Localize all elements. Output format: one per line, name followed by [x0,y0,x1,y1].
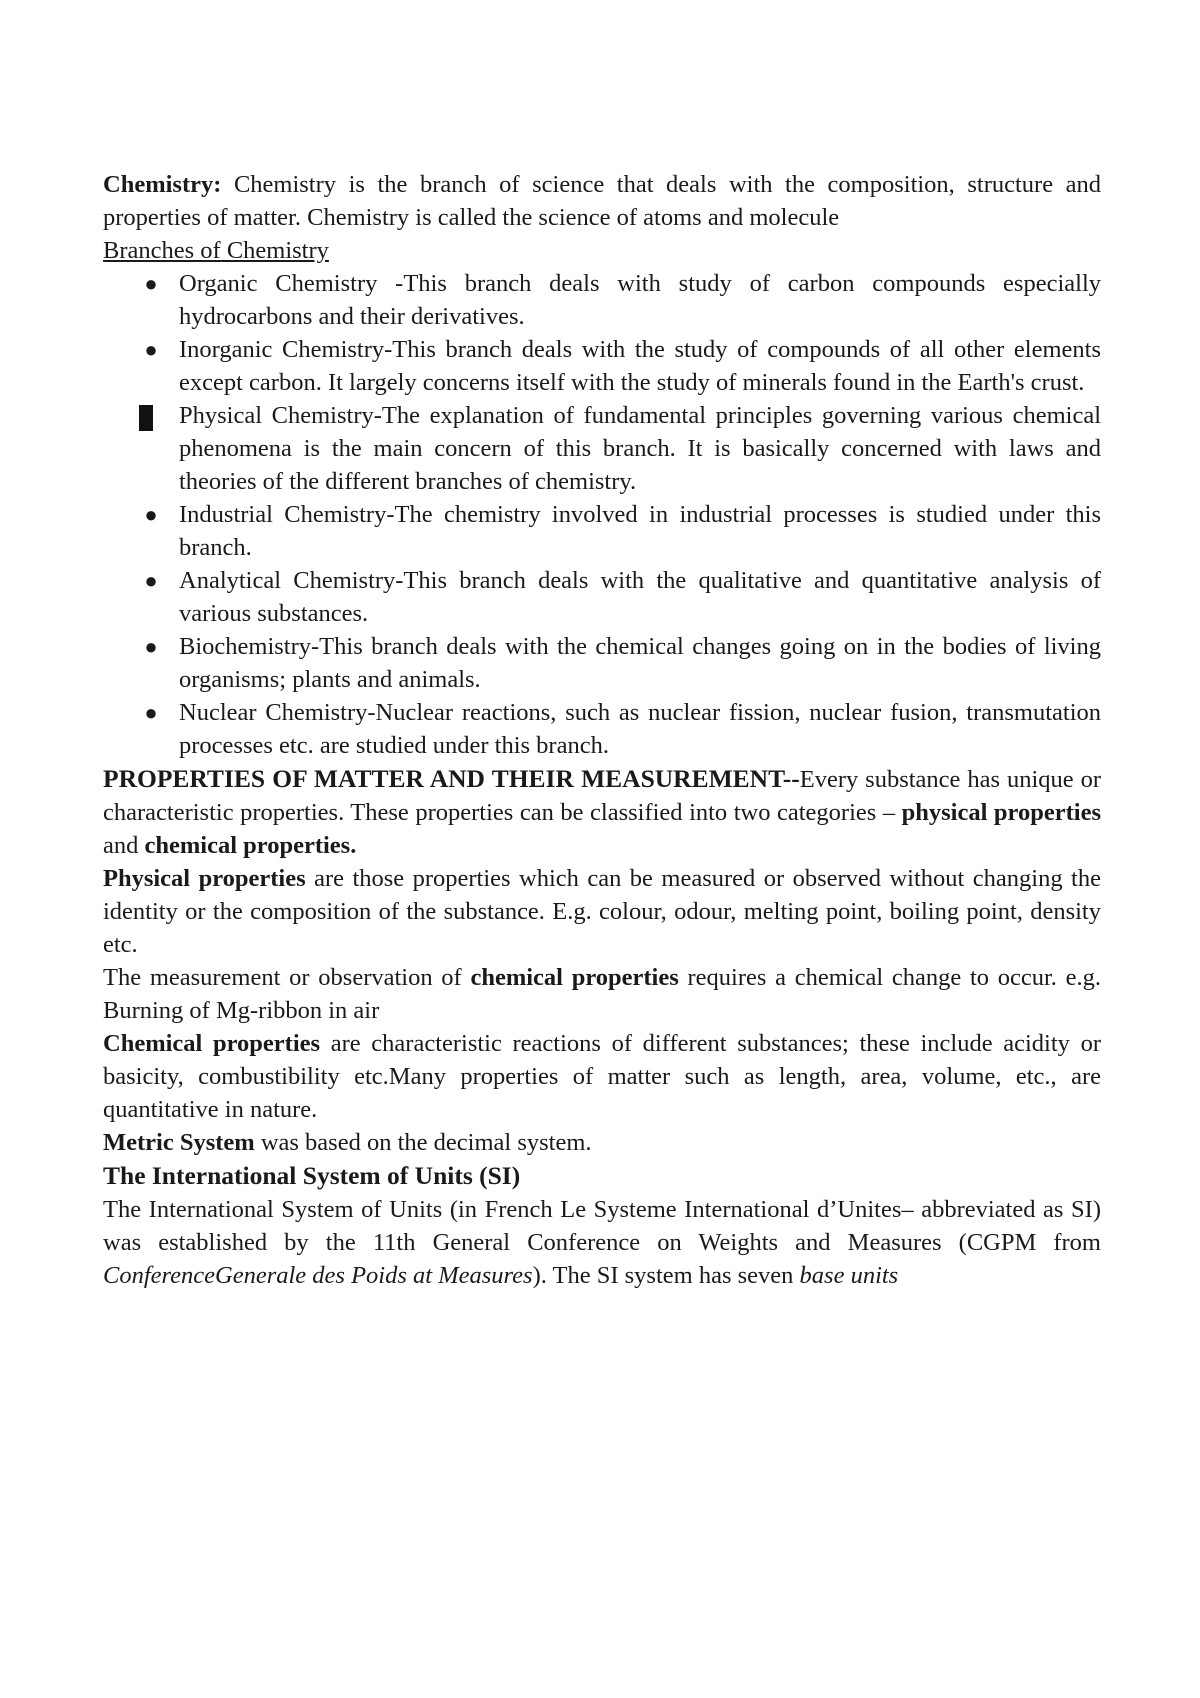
bullet-icon: ● [144,700,158,725]
list-item-organic [144,267,1101,333]
properties-paragraph [103,762,1101,862]
and-text: and [103,832,145,859]
branches-list [103,267,1101,762]
list-item-nuclear [144,696,1101,762]
chemistry-definition-text: Chemistry is the branch of science that deals with the composition, structure and properties of matter. Chemistry is called the science of atoms and molecule [103,171,1101,231]
list-item-text: Inorganic Chemistry-This branch deals with the study of compounds of all other elements except carbon. It largely concerns itself with the study of minerals found in the Earth's crust. [179,336,1101,396]
si-paragraph [103,1193,1101,1292]
chemical-properties-paragraph [103,1027,1101,1126]
si-italic-2: base units [799,1262,899,1289]
chemistry-definition [103,168,1101,234]
physical-properties-paragraph [103,862,1101,961]
list-item-biochemistry [144,630,1101,696]
list-item-text: Nuclear Chemistry-Nuclear reactions, such as nuclear fission, nuclear fusion, transmutation processes etc. are studied under this branch. [179,699,1101,759]
list-item-text: Physical Chemistry-The explanation of fundamental principles governing various chemical phenomena is the main concern of this branch. It is basically concerned with laws and theories of the different branches of chemistry. [179,402,1101,495]
chemical-properties-bold: chemical properties. [144,832,357,859]
document-page [103,168,1101,1292]
measurement-pre: The measurement or observation of [103,964,471,991]
square-bullet-icon [139,405,153,431]
bullet-icon: ● [144,271,158,296]
branches-heading: Branches of Chemistry [103,237,329,264]
bullet-icon: ● [144,568,158,593]
physical-properties-term: Physical properties [103,865,306,892]
metric-system-text: was based on the decimal system. [254,1129,592,1156]
list-item-text: Organic Chemistry -This branch deals with study of carbon compounds especially hydrocarbons and their derivatives. [179,270,1101,330]
bullet-icon: ● [144,634,158,659]
physical-properties-text: are those properties which can be measured or observed without changing the identity or the composition of the substance. E.g. colour, odour, melting point, boiling point, density etc. [103,865,1101,958]
list-item-analytical [144,564,1101,630]
si-italic-1: ConferenceGenerale des Poids at Measures [103,1262,533,1289]
list-item-text: Biochemistry-This branch deals with the chemical changes going on in the bodies of living organisms; plants and animals. [179,633,1101,693]
list-item-industrial [144,498,1101,564]
si-text-1: The International System of Units (in French Le Systeme International d’Unites– abbreviated as SI) was established by the 11th General Conference on Weights and Measures (CGPM from [103,1196,1101,1256]
metric-system-paragraph [103,1126,1101,1159]
si-text-2: ). The SI system has seven [532,1262,800,1289]
bullet-icon: ● [144,337,158,362]
measurement-post: requires a chemical change to occur. e.g. Burning of Mg-ribbon in air [103,964,1102,1024]
chemical-properties-text: are characteristic reactions of different substances; these include acidity or basicity, combustibility etc.Many properties of matter such as length, area, volume, etc., are quantitative in nature. [103,1030,1101,1123]
properties-heading: PROPERTIES OF MATTER AND THEIR MEASUREMENT-- [103,764,800,793]
list-item-inorganic [144,333,1101,399]
properties-intro: Every substance has unique or characteristic properties. These properties can be classified into two categories – [103,766,1101,826]
chemistry-term: Chemistry: [103,171,222,198]
si-heading-text: The International System of Units (SI) [103,1161,521,1190]
measurement-term: chemical properties [470,964,679,991]
list-item-physical [179,399,1101,498]
list-item-text: Analytical Chemistry-This branch deals with the qualitative and quantitative analysis of various substances. [179,567,1101,627]
list-item-text: Industrial Chemistry-The chemistry involved in industrial processes is studied under this branch. [179,501,1101,561]
chemical-properties-term: Chemical properties [103,1030,321,1057]
bullet-icon: ● [144,502,158,527]
measurement-paragraph [103,961,1101,1027]
metric-system-term: Metric System [103,1129,255,1156]
si-heading [103,1159,1101,1193]
physical-properties-bold: physical properties [901,799,1101,826]
